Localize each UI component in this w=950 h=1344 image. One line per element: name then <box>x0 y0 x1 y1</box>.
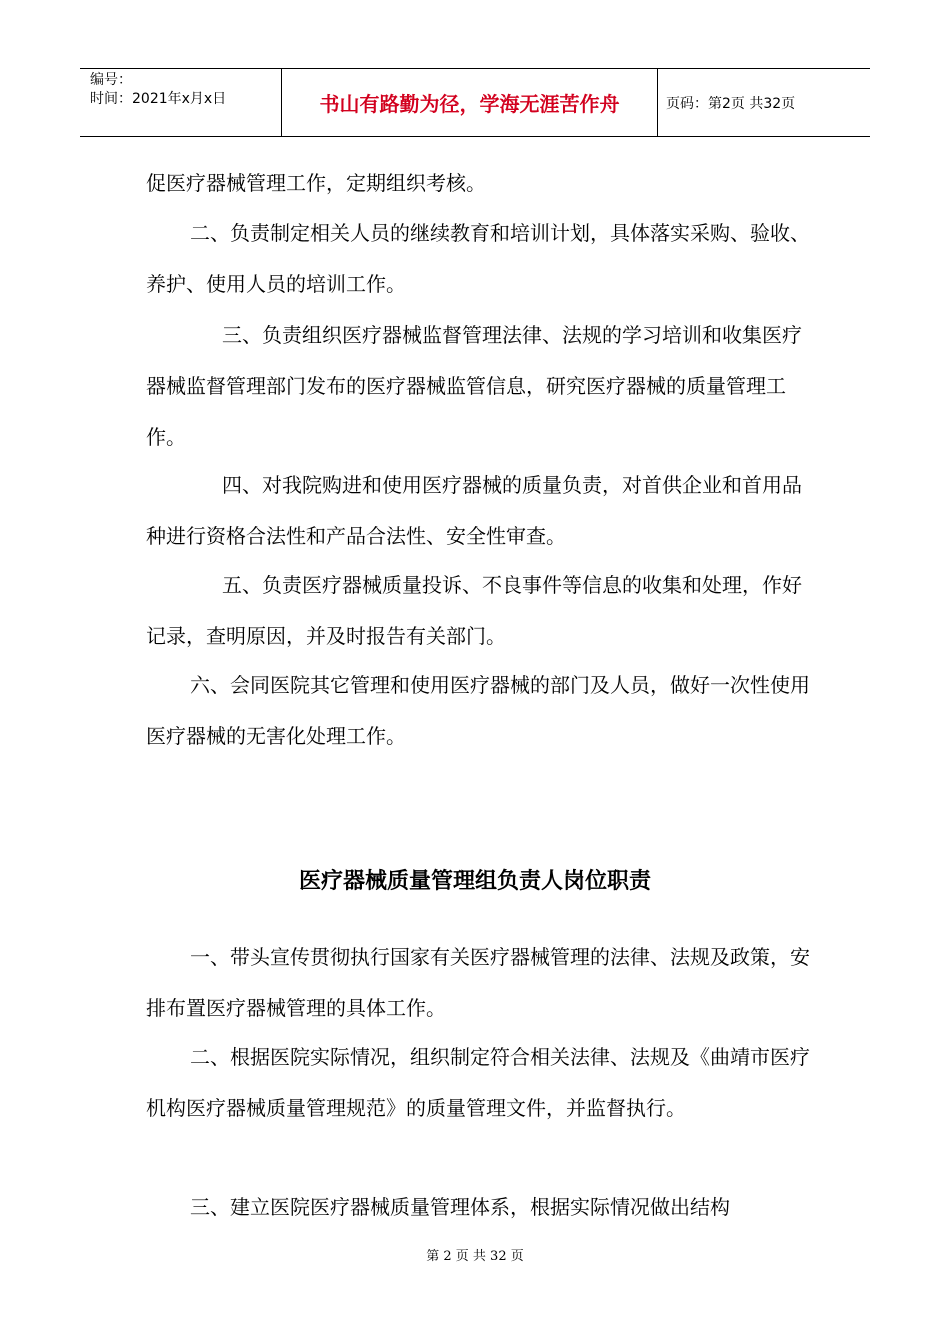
paragraph: 一、带头宣传贯彻执行国家有关医疗器械管理的法律、法规及政策，安排布置医疗器械管理的具体工作。 <box>146 945 810 1020</box>
header-slogan: 书山有路勤为径，学海无涯苦作舟 <box>282 69 658 136</box>
paragraph: 二、负责制定相关人员的继续教育和培训计划，具体落实采购、验收、养护、使用人员的培训工作。 <box>146 221 810 296</box>
paragraph: 三、负责组织医疗器械监督管理法律、法规的学习培训和收集医疗器械监督管理部门发布的医疗器械监管信息，研究医疗器械的质量管理工作。 <box>146 323 802 449</box>
document-number-label: 编号： <box>90 72 132 88</box>
page-footer: 第 2 页 共 32 页 <box>426 1249 524 1264</box>
paragraph: 四、对我院购进和使用医疗器械的质量负责，对首供企业和首用品种进行资格合法性和产品合法性、安全性审查。 <box>146 473 802 548</box>
paragraph: 六、会同医院其它管理和使用医疗器械的部门及人员，做好一次性使用医疗器械的无害化处理工作。 <box>146 673 810 748</box>
paragraph: 五、负责医疗器械质量投诉、不良事件等信息的收集和处理，作好记录，查明原因，并及时报告有关部门。 <box>146 573 802 648</box>
header-meta <box>80 69 282 136</box>
document-date-label: 时间：2021年x月x日 <box>90 91 227 107</box>
header-page-info: 页码：第2页 共32页 <box>666 95 796 112</box>
page-header <box>80 68 870 137</box>
paragraph: 促医疗器械管理工作，定期组织考核。 <box>146 171 486 195</box>
section-title: 医疗器械质量管理组负责人岗位职责 <box>298 869 651 894</box>
paragraph: 三、建立医院医疗器械质量管理体系，根据实际情况做出结构 <box>190 1195 730 1219</box>
paragraph: 二、根据医院实际情况，组织制定符合相关法律、法规及《曲靖市医疗机构医疗器械质量管理规范》的质量管理文件，并监督执行。 <box>146 1045 810 1120</box>
